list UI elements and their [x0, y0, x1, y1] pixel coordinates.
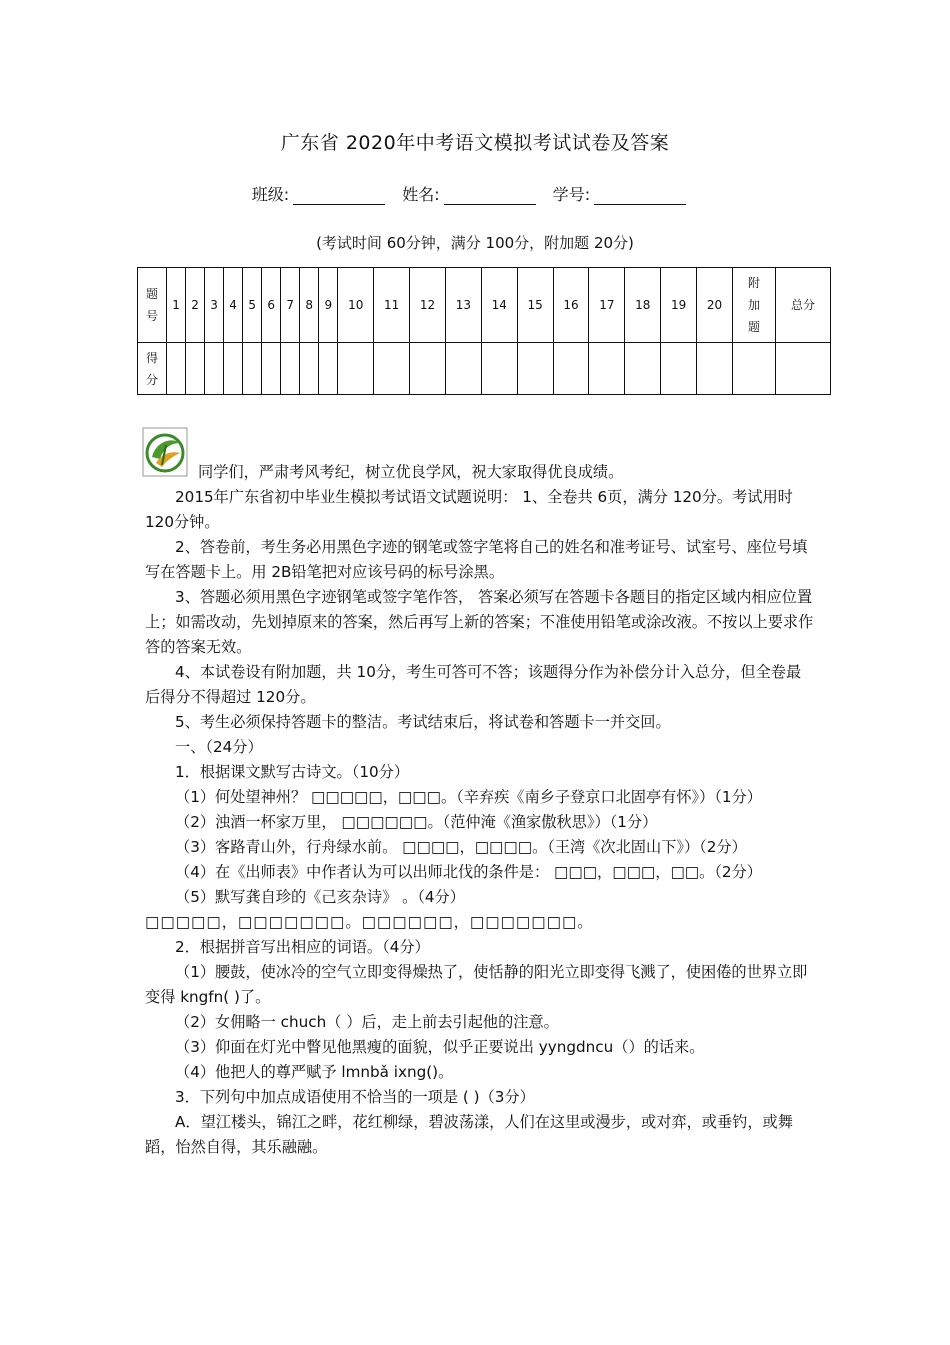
- score-cell: [205, 343, 224, 395]
- q-cell: 14: [481, 268, 517, 343]
- score-cell: [300, 343, 319, 395]
- class-blank: [293, 188, 385, 205]
- score-cell: [481, 343, 517, 395]
- page-title: 广东省 2020年中考语文模拟考试试卷及答案: [280, 132, 670, 154]
- extra-cell: 附加题: [733, 268, 776, 343]
- score-cell: [338, 343, 374, 395]
- score-cell: [733, 343, 776, 395]
- exam-content: [145, 460, 815, 1160]
- instruction-3: 3、答题必须用黑色字迹钢笔或签字笔作答， 答案必须写在答题卡各题目的指定区域内相应位置上；如需改动，先划掉原来的答案，然后再写上新的答案；不准使用铅笔或涂改液。不按以上要求作答的答案无效。: [145, 588, 814, 656]
- q-cell: 8: [300, 268, 319, 343]
- q-cell: 13: [445, 268, 481, 343]
- score-cell: [589, 343, 625, 395]
- q2-item: （1）腰鼓，使冰冷的空气立即变得燥热了，使恬静的阳光立即变得飞溅了，使困倦的世界立即变得 kngfn( )了。: [145, 963, 808, 1006]
- q-cell: 17: [589, 268, 625, 343]
- q2-item: （3）仰面在灯光中瞥见他黑瘦的面貌，似乎正要说出 yyngdncu（）的话来。: [175, 1038, 705, 1056]
- instruction-4: 4、本试卷设有附加题，共 10分，考生可答可不答；该题得分作为补偿分计入总分，但全卷最后得分不得超过 120分。: [145, 663, 802, 706]
- name-label: 姓名:: [402, 185, 440, 204]
- q-cell: 5: [243, 268, 262, 343]
- q1-item: （3）客路青山外，行舟绿水前。 □□□□，□□□□。（王湾《次北固山下》）（2分）: [175, 838, 747, 856]
- q-cell: 11: [374, 268, 410, 343]
- class-label: 班级:: [251, 185, 290, 204]
- score-cell: [697, 343, 733, 395]
- score-cell: [445, 343, 481, 395]
- total-cell: 总分: [776, 268, 831, 343]
- score-cell: [553, 343, 589, 395]
- q1-stem: 1．根据课文默写古诗文。（10分）: [175, 763, 410, 781]
- exam-meta: (考试时间 60分钟，满分 100分，附加题 20分): [316, 234, 634, 252]
- row-label-score: 得分: [138, 343, 167, 395]
- score-cell: [281, 343, 300, 395]
- score-cell: [319, 343, 338, 395]
- q3-option-a: A．望江楼头，锦江之畔，花红柳绿，碧波荡漾，人们在这里或漫步，或对弈，或垂钓，或舞蹈，怡然自得，其乐融融。: [145, 1113, 793, 1156]
- instruction-1: 2015年广东省初中毕业生模拟考试语文试题说明： 1、全卷共 6页，满分 120分。考试用时 120分钟。: [145, 488, 793, 531]
- q-cell: 9: [319, 268, 338, 343]
- q1-item: （1）何处望神州？ □□□□□，□□□。（辛弃疾《南乡子登京口北固亭有怀》）（1分）: [175, 788, 762, 806]
- q-cell: 4: [224, 268, 243, 343]
- score-cell: [262, 343, 281, 395]
- q3-stem: 3．下列句中加点成语使用不恰当的一项是 ( )（3分）: [175, 1088, 535, 1106]
- name-blank: [444, 188, 536, 205]
- score-cell: [374, 343, 410, 395]
- instruction-5: 5、考生必须保持答题卡的整洁。考试结束后，将试卷和答题卡一并交回。: [175, 713, 671, 731]
- score-table: [137, 267, 831, 395]
- q-cell: 20: [697, 268, 733, 343]
- q1-item: （4）在《出师表》中作者认为可以出师北伐的条件是： □□□，□□□，□□。（2分）: [175, 863, 762, 881]
- score-cell: [661, 343, 697, 395]
- score-cell: [410, 343, 446, 395]
- score-cell: [167, 343, 186, 395]
- q-cell: 12: [410, 268, 446, 343]
- score-cell: [776, 343, 831, 395]
- q-cell: 3: [205, 268, 224, 343]
- q2-stem: 2．根据拼音写出相应的词语。（4分）: [175, 938, 430, 956]
- score-table-header-row: [138, 268, 831, 343]
- score-cell: [186, 343, 205, 395]
- section-one-heading: 一、（24分）: [175, 738, 263, 756]
- q1-item: （5）默写龚自珍的《己亥杂诗》 。（4分）: [175, 888, 465, 906]
- q2-item: （4）他把人的尊严赋予 lmnbǎ ixng()。: [175, 1063, 454, 1081]
- student-info-line: [0, 182, 950, 205]
- q-cell: 15: [517, 268, 553, 343]
- q-cell: 10: [338, 268, 374, 343]
- score-cell: [517, 343, 553, 395]
- instruction-2: 2、答卷前，考生务必用黑色字迹的钢笔或签字笔将自己的姓名和准考证号、试室号、座位号填写在答题卡上。用 2B铅笔把对应该号码的标号涂黑。: [145, 538, 808, 581]
- q-cell: 6: [262, 268, 281, 343]
- q2-item: （2）女佣略一 chuch（ ）后，走上前去引起他的注意。: [175, 1013, 559, 1031]
- score-cell: [243, 343, 262, 395]
- greeting: 同学们，严肃考风考纪，树立优良学风，祝大家取得优良成绩。: [198, 463, 624, 481]
- q-cell: 18: [625, 268, 661, 343]
- score-table-score-row: [138, 343, 831, 395]
- score-cell: [625, 343, 661, 395]
- q-cell: 2: [186, 268, 205, 343]
- score-cell: [224, 343, 243, 395]
- id-label: 学号:: [552, 185, 591, 204]
- q-cell: 1: [167, 268, 186, 343]
- q1-boxes-line: □□□□□，□□□□□□□。□□□□□□，□□□□□□□。: [145, 913, 594, 931]
- q1-item: （2）浊酒一杯家万里， □□□□□□。（范仲淹《渔家傲秋思》）（1分）: [175, 813, 658, 831]
- row-label-question: 题号: [138, 268, 167, 343]
- q-cell: 16: [553, 268, 589, 343]
- q-cell: 19: [661, 268, 697, 343]
- q-cell: 7: [281, 268, 300, 343]
- id-blank: [594, 188, 686, 205]
